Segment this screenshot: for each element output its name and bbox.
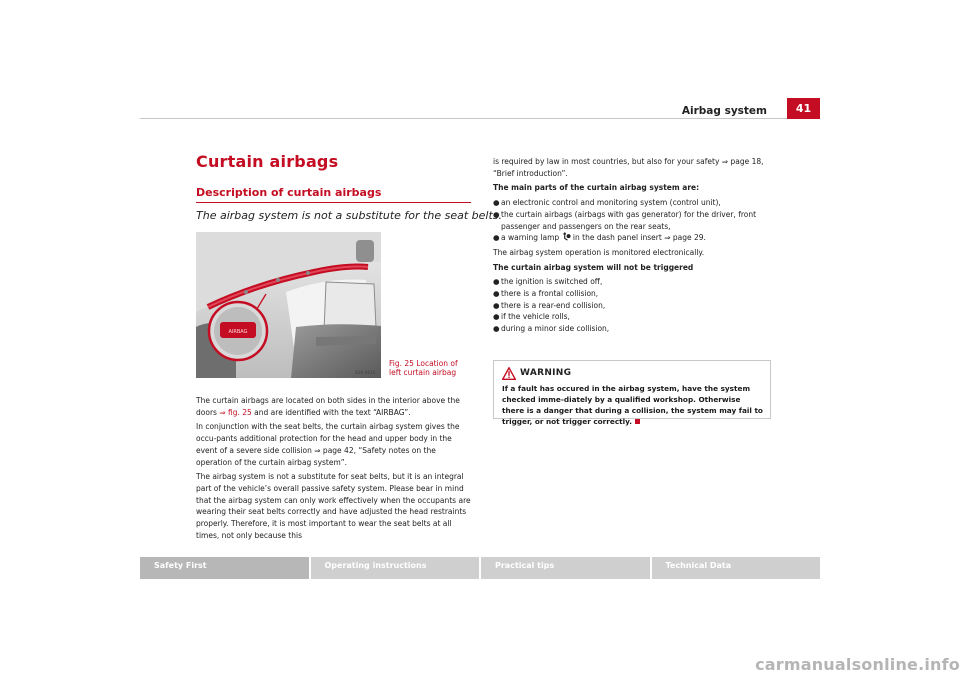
figure-code: B3R-0010 (355, 370, 376, 375)
header-rule (140, 118, 820, 119)
figure-curtain-airbag (196, 232, 381, 378)
tab-practical-tips[interactable]: Practical tips (481, 557, 650, 579)
warning-text (502, 383, 764, 427)
not-triggered-heading: The curtain airbag system will not be triggered (493, 262, 694, 272)
not-triggered-list (493, 276, 769, 335)
warning-box (493, 360, 771, 426)
text-run: The curtain airbags are located on both sides in the interior above the doors (196, 396, 460, 417)
end-of-section-icon (635, 419, 640, 424)
footer-tabs (140, 557, 820, 579)
running-header-title: Airbag system (681, 105, 767, 117)
list-item: ● an electronic control and monitoring system (control unit), (493, 197, 769, 209)
paragraph-passive-safety: The airbag system is not a substitute for seat belts, but it is an integral part of the vehicle’s overall passive safety system. Please bear in mind that the airbag system can only work effectively when the occupants are wearing their seat belts correctly and have adjusted the head restraints properly. Therefore, it is most important to wear the seat belts at all times, not only because this (196, 472, 471, 540)
paragraph-monitoring: The airbag system operation is monitored electronically. (493, 247, 705, 257)
right-column (493, 156, 769, 338)
lead-sentence: The airbag system is not a substitute for the seat belts. (196, 209, 502, 222)
parts-heading: The main parts of the curtain airbag system are: (493, 183, 700, 193)
tab-safety-first[interactable]: Safety First (140, 557, 309, 579)
subsection-rule (196, 202, 471, 203)
list-item: ● there is a frontal collision, (493, 288, 769, 300)
list-item: ● there is a rear-end collision, (493, 300, 769, 312)
warning-title: WARNING (520, 368, 572, 378)
list-item: ● during a minor side collision, (493, 323, 769, 335)
list-item (493, 232, 769, 244)
car-interior-illustration (196, 232, 381, 378)
airbag-warning-lamp-icon (562, 233, 571, 242)
left-column (196, 395, 472, 544)
list-item: ● if the vehicle rolls, (493, 311, 769, 323)
paragraph-law: is required by law in most countries, but also for your safety ⇒ page 18, “Brief introduction”. (493, 157, 764, 178)
list-item: ● the curtain airbags (airbags with gas generator) for the driver, front passenger and passengers on the rear seats, (493, 209, 769, 232)
tab-technical-data[interactable]: Technical Data (652, 557, 821, 579)
text-run: and are identified with the text “AIRBAG”. (251, 407, 411, 417)
text-run: a warning lamp (501, 233, 562, 243)
figure-reference-link[interactable]: ⇒ fig. 25 (219, 407, 252, 417)
airbag-badge-label: AIRBAG (228, 328, 248, 335)
page-number: 41 (787, 98, 820, 119)
figure-caption: Fig. 25 Location of left curtain airbag (389, 359, 458, 377)
section-title: Curtain airbags (196, 152, 339, 171)
paragraph-protection: In conjunction with the seat belts, the curtain airbag system gives the occu-pants additional protection for the head and upper body in the event of a severe side collision ⇒ page 42, “Safety notes on the operation of the curtain airbag system”. (196, 422, 460, 467)
watermark: carmanualsonline.info (755, 655, 960, 674)
tab-operating-instructions[interactable]: Operating instructions (311, 557, 480, 579)
text-run: in the dash panel insert ⇒ page 29. (570, 233, 706, 243)
warning-triangle-icon (502, 367, 516, 380)
paragraph-location (196, 395, 472, 418)
subsection-title: Description of curtain airbags (196, 186, 382, 199)
text-run: If a fault has occured in the airbag system, have the system checked imme-diately by a qualified workshop. Otherwise there is a danger that during a collision, the system may fail to trigger, or not trigger correctly. (502, 384, 763, 426)
list-item: ● the ignition is switched off, (493, 276, 769, 288)
parts-list (493, 197, 769, 244)
